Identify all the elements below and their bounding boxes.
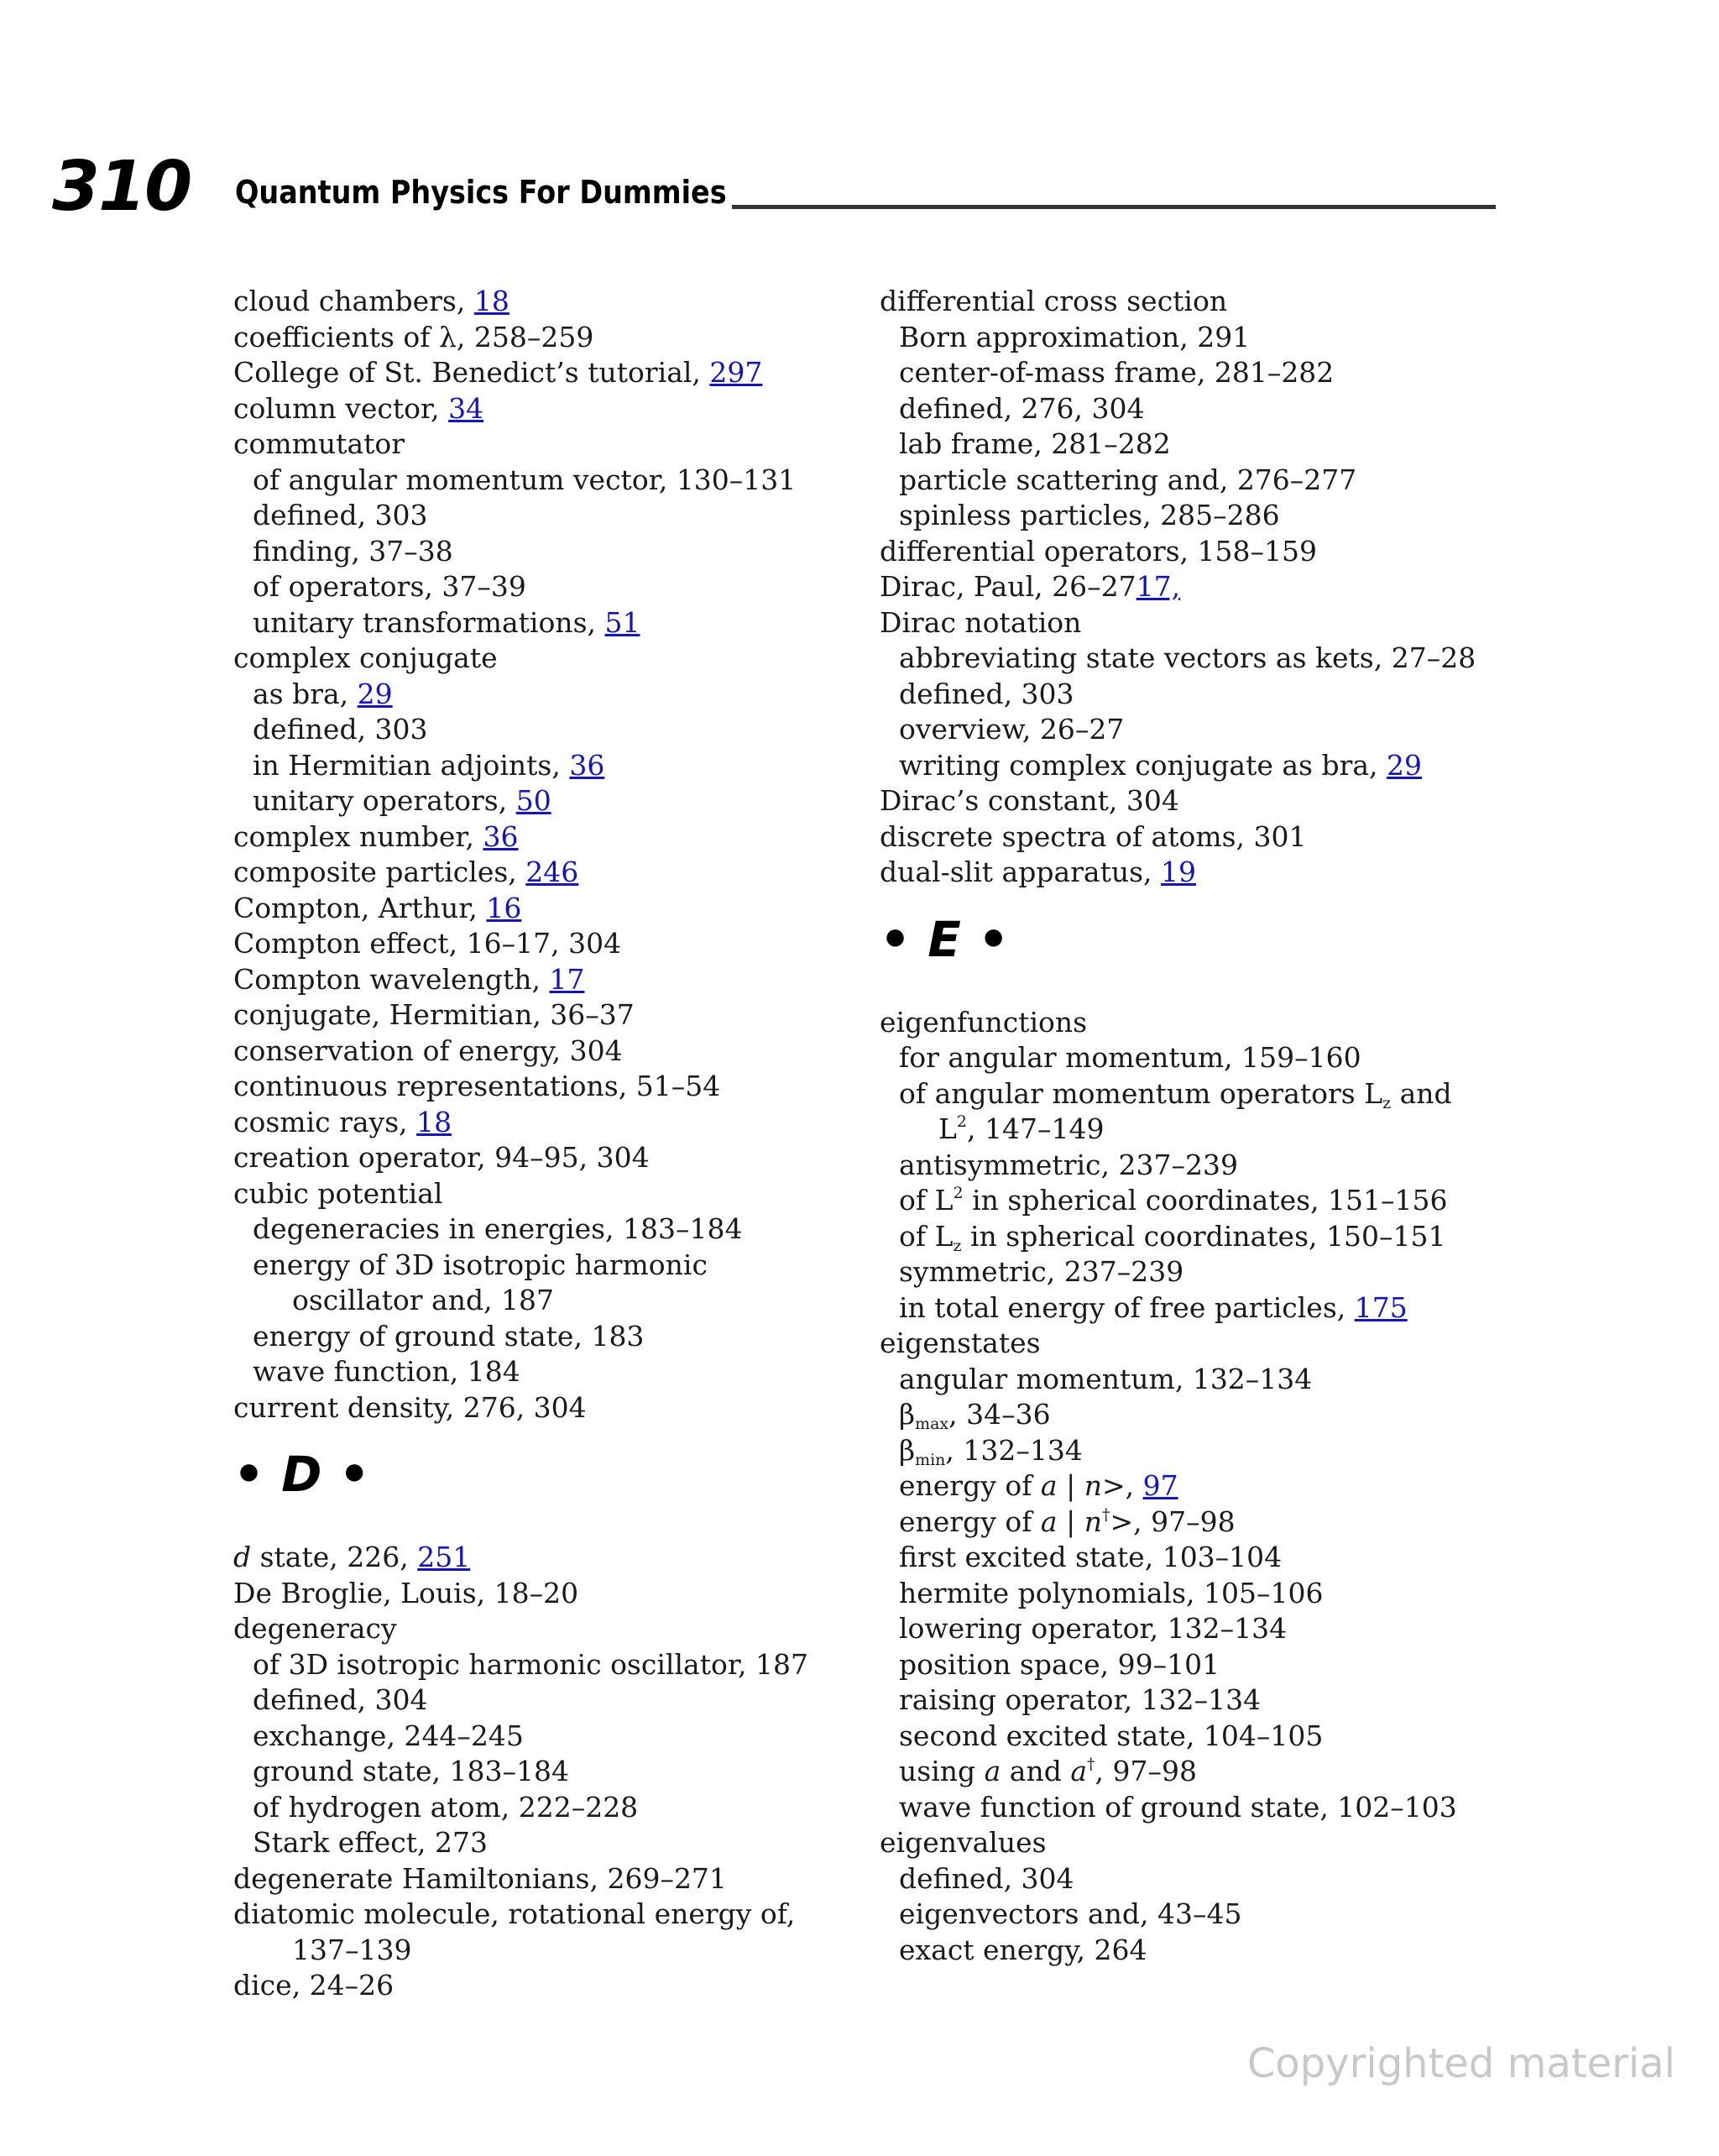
page-link[interactable]: 51 xyxy=(604,605,640,639)
index-entry xyxy=(233,1897,838,1933)
index-subentry xyxy=(233,534,838,570)
entry-text: defined, 304 xyxy=(899,1861,1074,1895)
entry-text: finding, 37–38 xyxy=(253,534,453,568)
section-heading xyxy=(233,1426,838,1540)
entry-text: diatomic molecule, rotational energy of, xyxy=(233,1897,796,1930)
entry-text: continuous representations, 51–54 xyxy=(233,1070,721,1102)
entry-text: De Broglie, Louis, 18–20 xyxy=(233,1576,579,1609)
index-subentry xyxy=(880,1433,1484,1469)
entry-text: abbreviating state vectors as kets, 27–28 xyxy=(899,641,1476,674)
index-subentry xyxy=(233,1825,838,1861)
entry-italic-2: n xyxy=(1084,1504,1102,1538)
entry-text: 137–139 xyxy=(292,1933,412,1966)
index-subentry xyxy=(880,463,1484,499)
entry-text: overview, 26–27 xyxy=(899,713,1125,746)
index-subentry xyxy=(233,1719,838,1755)
entry-text: in Hermitian adjoints, xyxy=(253,748,570,782)
entry-text: differential cross section xyxy=(880,285,1228,317)
entry-text: eigenvalues xyxy=(880,1826,1047,1859)
entry-text-2: and xyxy=(1001,1755,1071,1787)
entry-superscript: † xyxy=(1087,1755,1095,1773)
entry-text: cloud chambers, xyxy=(233,285,474,317)
index-subentry xyxy=(880,355,1484,391)
index-subentry xyxy=(233,748,838,784)
entry-text: of angular momentum vector, 130–131 xyxy=(253,463,797,496)
entry-text: writing complex conjugate as bra, xyxy=(899,748,1387,782)
index-entry xyxy=(880,534,1484,570)
index-column-left xyxy=(233,284,838,2004)
page-link[interactable]: 34 xyxy=(448,391,484,425)
index-subentry xyxy=(880,712,1484,748)
index-subentry xyxy=(880,1933,1484,1969)
index-entry xyxy=(233,1861,838,1897)
entry-text: raising operator, 132–134 xyxy=(899,1683,1262,1716)
entry-text-3: >, xyxy=(1101,1469,1143,1502)
entry-text: dice, 24–26 xyxy=(233,1969,394,2002)
entry-subscript: min xyxy=(915,1450,946,1469)
entry-text: unitary transformations, xyxy=(253,605,605,639)
entry-text: creation operator, 94–95, 304 xyxy=(233,1141,650,1174)
index-subentry xyxy=(233,783,838,819)
index-subentry xyxy=(880,391,1484,427)
index-entry xyxy=(233,1576,838,1612)
section-heading xyxy=(880,891,1484,1005)
index-entry xyxy=(233,355,838,391)
index-subentry xyxy=(880,1362,1484,1398)
entry-text: energy of xyxy=(899,1469,1041,1502)
page-number: 310 xyxy=(52,147,191,227)
index-entry xyxy=(880,1326,1484,1362)
index-entry xyxy=(233,426,838,463)
entry-italic-2: n xyxy=(1084,1469,1102,1502)
entry-text: defined, 276, 304 xyxy=(899,391,1145,425)
index-entry xyxy=(233,320,838,356)
index-subentry xyxy=(880,1647,1484,1683)
index-subentry xyxy=(880,1219,1484,1255)
entry-text-2: , 132–134 xyxy=(945,1433,1083,1467)
index-subentry xyxy=(233,569,838,605)
entry-text: defined, 304 xyxy=(253,1683,428,1716)
page-link[interactable]: 19 xyxy=(1161,856,1197,888)
entry-text: complex conjugate xyxy=(233,641,498,674)
index-subentry xyxy=(233,1790,838,1826)
entry-text: center-of-mass frame, 281–282 xyxy=(899,356,1335,389)
entry-text: for angular momentum, 159–160 xyxy=(899,1041,1361,1074)
entry-text-2: in spherical coordinates, 150–151 xyxy=(961,1219,1446,1253)
entry-text: wave function, 184 xyxy=(253,1355,520,1388)
page-header xyxy=(52,149,1496,225)
index-subentry xyxy=(880,1504,1484,1541)
entry-text: of angular momentum operators L xyxy=(899,1076,1383,1110)
entry-text: lab frame, 281–282 xyxy=(899,427,1171,460)
entry-text: wave function of ground state, 102–103 xyxy=(899,1790,1457,1824)
index-subentry xyxy=(880,1397,1484,1433)
entry-text: oscillator and, 187 xyxy=(292,1284,555,1316)
index-entry xyxy=(880,569,1484,605)
entry-text: defined, 303 xyxy=(253,713,428,746)
entry-text: discrete spectra of atoms, 301 xyxy=(880,819,1307,853)
index-entry xyxy=(880,605,1484,641)
index-entry xyxy=(233,1105,838,1141)
index-subentry xyxy=(233,677,838,713)
entry-text: L xyxy=(938,1112,957,1145)
index-entry xyxy=(233,1540,838,1576)
index-subentry xyxy=(880,1468,1484,1504)
index-subentry xyxy=(880,426,1484,463)
entry-superscript: 2 xyxy=(953,1184,964,1202)
entry-text: Compton effect, 16–17, 304 xyxy=(233,927,622,960)
index-subentry xyxy=(233,498,838,534)
index-entry xyxy=(233,1176,838,1212)
entry-text: College of St. Benedict’s tutorial, xyxy=(233,356,710,389)
entry-text: antisymmetric, 237–239 xyxy=(899,1148,1238,1181)
entry-italic: a xyxy=(984,1755,1001,1787)
entry-text: Compton wavelength, xyxy=(233,962,550,996)
index-subentry xyxy=(880,1897,1484,1933)
index-entry xyxy=(233,1140,838,1176)
index-entry xyxy=(880,284,1484,320)
page-link[interactable]: 36 xyxy=(569,748,605,782)
entry-text: differential operators, 158–159 xyxy=(880,534,1318,568)
entry-text: position space, 99–101 xyxy=(899,1647,1220,1681)
page-link[interactable]: 175 xyxy=(1354,1290,1408,1324)
entry-text: of hydrogen atom, 222–228 xyxy=(253,1790,639,1824)
page-link[interactable]: 29 xyxy=(1387,748,1423,782)
entry-text: commutator xyxy=(233,427,405,460)
index-subentry xyxy=(880,1861,1484,1897)
entry-text: composite particles, xyxy=(233,856,526,888)
entry-text: unitary operators, xyxy=(253,784,516,817)
page-link[interactable]: 50 xyxy=(515,784,551,817)
index-subentry xyxy=(880,498,1484,534)
entry-subscript: z xyxy=(1382,1093,1392,1112)
index-entry xyxy=(233,819,838,856)
index-entry xyxy=(233,891,838,927)
entry-text: exact energy, 264 xyxy=(899,1933,1147,1966)
index-subentry xyxy=(880,1040,1484,1076)
page-link[interactable]: 18 xyxy=(416,1105,452,1138)
index-subentry xyxy=(233,605,838,641)
entry-text: spinless particles, 285–286 xyxy=(899,499,1280,531)
entry-text: of operators, 37–39 xyxy=(253,570,526,603)
index-subentry xyxy=(880,1540,1484,1576)
index-entry xyxy=(880,783,1484,819)
entry-italic: a xyxy=(1040,1504,1058,1538)
entry-text: eigenvectors and, 43–45 xyxy=(899,1897,1242,1930)
index-entry xyxy=(233,1069,838,1105)
entry-text: of L xyxy=(899,1184,954,1217)
entry-text-2: and xyxy=(1391,1076,1452,1110)
entry-text-2: , 34–36 xyxy=(948,1398,1051,1431)
entry-superscript: † xyxy=(1101,1504,1110,1524)
section-letter: • E • xyxy=(880,910,1010,968)
index-subentry xyxy=(880,641,1484,677)
entry-text: hermite polynomials, 105–106 xyxy=(899,1576,1324,1609)
page-link[interactable]: 97 xyxy=(1142,1469,1178,1502)
entry-text: Dirac notation xyxy=(880,605,1082,639)
entry-italic: d xyxy=(233,1541,252,1573)
page-link[interactable]: 36 xyxy=(483,819,519,853)
index-subentry xyxy=(880,1148,1484,1184)
index-subentry xyxy=(880,748,1484,784)
entry-text: dual-slit apparatus, xyxy=(880,856,1162,888)
entry-text: degeneracies in energies, 183–184 xyxy=(253,1212,743,1245)
index-entry xyxy=(233,997,838,1034)
entry-text: Dirac, Paul, xyxy=(880,570,1053,603)
index-subentry xyxy=(233,1319,838,1355)
index-entry xyxy=(233,391,838,427)
entry-text: energy of ground state, 183 xyxy=(253,1319,645,1353)
page-link[interactable]: 18 xyxy=(473,285,509,317)
entry-text: in total energy of free particles, xyxy=(899,1290,1355,1324)
index-entry xyxy=(880,819,1484,856)
index-subentry xyxy=(880,1611,1484,1647)
page-link[interactable]: 251 xyxy=(417,1541,471,1573)
entry-text: defined, 303 xyxy=(253,499,428,531)
entry-text: complex number, xyxy=(233,819,483,853)
index-entry xyxy=(233,1390,838,1426)
entry-text-2: 26–27 xyxy=(1052,570,1136,603)
index-subentry xyxy=(233,1754,838,1790)
index-entry xyxy=(233,1611,838,1647)
section-letter: • D • xyxy=(233,1446,370,1503)
index-entry xyxy=(880,1005,1484,1041)
index-entry xyxy=(233,926,838,962)
index-column-right xyxy=(880,284,1484,1968)
index-subentry xyxy=(880,1719,1484,1755)
entry-text: Compton, Arthur, xyxy=(233,891,487,924)
entry-text: Dirac’s constant, 304 xyxy=(880,784,1179,817)
index-subentry xyxy=(880,1254,1484,1290)
entry-text: cubic potential xyxy=(233,1176,443,1210)
entry-text: energy of xyxy=(899,1504,1041,1538)
entry-text: first excited state, 103–104 xyxy=(899,1541,1283,1573)
index-subentry xyxy=(880,1576,1484,1612)
entry-text-2: , 147–149 xyxy=(967,1112,1105,1145)
entry-text: as bra, xyxy=(253,677,358,710)
index-entry xyxy=(233,641,838,677)
entry-text: ground state, 183–184 xyxy=(253,1755,570,1787)
index-subentry xyxy=(233,1248,838,1284)
entry-superscript: 2 xyxy=(956,1112,968,1131)
entry-text: conservation of energy, 304 xyxy=(233,1034,623,1067)
index-subentry xyxy=(233,712,838,748)
index-subentry xyxy=(233,1283,838,1319)
entry-text: Stark effect, 273 xyxy=(253,1826,489,1859)
page-link[interactable]: 17, xyxy=(1136,570,1181,603)
index-subentry xyxy=(233,1647,838,1683)
entry-italic: a xyxy=(1040,1469,1058,1502)
entry-text: of L xyxy=(899,1219,954,1253)
index-subentry xyxy=(880,1682,1484,1719)
index-subentry xyxy=(880,1290,1484,1327)
entry-subscript: z xyxy=(953,1236,962,1255)
entry-text: state, 226, xyxy=(251,1541,418,1573)
entry-text: using xyxy=(899,1755,985,1787)
index-entry xyxy=(233,855,838,891)
entry-text: degeneracy xyxy=(233,1612,397,1645)
entry-text: eigenstates xyxy=(880,1327,1041,1359)
index-entry xyxy=(233,1968,838,2004)
index-subentry xyxy=(880,320,1484,356)
index-entry xyxy=(880,855,1484,891)
entry-text: energy of 3D isotropic harmonic xyxy=(253,1248,708,1281)
index-subentry xyxy=(233,463,838,499)
entry-text-3: >, 97–98 xyxy=(1110,1504,1236,1538)
entry-subscript: max xyxy=(915,1415,949,1433)
entry-text: defined, 303 xyxy=(899,677,1074,710)
index-entry xyxy=(880,1825,1484,1861)
entry-italic-2: a xyxy=(1070,1755,1088,1787)
index-subentry xyxy=(233,1211,838,1248)
entry-text: conjugate, Hermitian, 36–37 xyxy=(233,998,635,1031)
page-link[interactable]: 16 xyxy=(486,891,522,924)
entry-text: coefficients of λ, 258–259 xyxy=(233,320,594,353)
entry-text: particle scattering and, 276–277 xyxy=(899,463,1357,496)
index-subentry xyxy=(880,1112,1484,1148)
index-subentry xyxy=(880,1754,1484,1790)
index-subentry xyxy=(880,677,1484,713)
page-link[interactable]: 17 xyxy=(549,962,585,996)
entry-text: of 3D isotropic harmonic oscillator, 187 xyxy=(253,1647,808,1681)
index-subentry xyxy=(880,1183,1484,1219)
entry-text: cosmic rays, xyxy=(233,1105,417,1138)
page-link[interactable]: 297 xyxy=(709,356,763,389)
page-link[interactable]: 246 xyxy=(525,856,579,888)
index-subentry xyxy=(233,1682,838,1719)
entry-text: degenerate Hamiltonians, 269–271 xyxy=(233,1861,727,1895)
page-link[interactable]: 29 xyxy=(357,677,393,710)
entry-text: symmetric, 237–239 xyxy=(899,1255,1184,1288)
index-entry xyxy=(233,962,838,998)
entry-text: second excited state, 104–105 xyxy=(899,1719,1324,1752)
entry-text: β xyxy=(899,1433,916,1467)
entry-text: lowering operator, 132–134 xyxy=(899,1612,1288,1645)
entry-text: exchange, 244–245 xyxy=(253,1719,524,1752)
entry-text: current density, 276, 304 xyxy=(233,1390,587,1424)
entry-text-2: | xyxy=(1057,1504,1084,1538)
entry-text: angular momentum, 132–134 xyxy=(899,1362,1313,1395)
entry-text: β xyxy=(899,1398,916,1431)
entry-text-3: , 97–98 xyxy=(1095,1755,1198,1787)
entry-text: Born approximation, 291 xyxy=(899,320,1251,353)
entry-text: eigenfunctions xyxy=(880,1005,1088,1039)
header-rule xyxy=(732,205,1496,209)
copyright-watermark: Copyrighted material xyxy=(1246,2040,1675,2087)
entry-text-2: | xyxy=(1057,1469,1084,1502)
entry-text-2: in spherical coordinates, 151–156 xyxy=(963,1184,1448,1217)
index-entry xyxy=(233,1034,838,1070)
book-title: Quantum Physics For Dummies xyxy=(235,174,727,211)
index-entry xyxy=(233,284,838,320)
index-subentry xyxy=(880,1790,1484,1826)
entry-text: column vector, xyxy=(233,391,449,425)
index-subentry xyxy=(880,1076,1484,1112)
index-subentry xyxy=(233,1354,838,1390)
index-entry xyxy=(233,1933,838,1969)
